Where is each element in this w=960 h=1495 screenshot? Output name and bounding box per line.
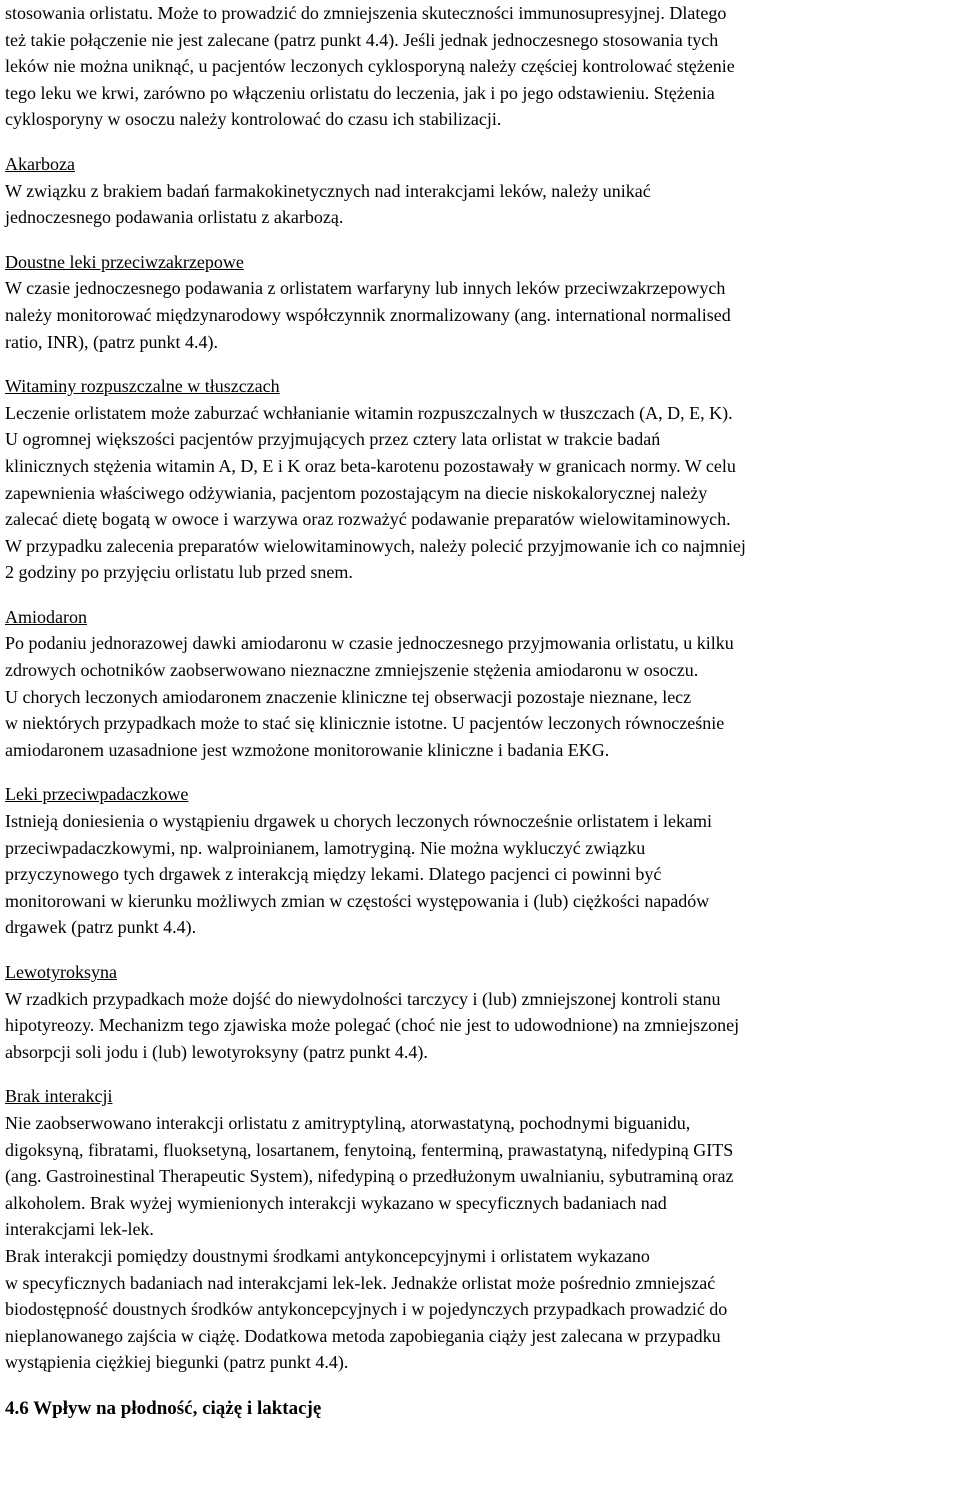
- text-line: należy monitorować międzynarodowy współczynnik znormalizowany (ang. international normalised: [5, 304, 731, 325]
- text-line: U ogromnej większości pacjentów przyjmujących przez cztery lata orlistat w trakcie badań: [5, 429, 661, 450]
- text-line: U chorych leczonych amiodaronem znaczenie kliniczne tej obserwacji pozostaje nieznane, lecz: [5, 686, 692, 707]
- text-line: zapewnienia właściwego odżywiania, pacjentom pozostającym na diecie niskokalorycznej należy: [5, 482, 708, 503]
- section-no-interactions: [5, 1083, 957, 1376]
- text-line: alkoholem. Brak wyżej wymienionych interakcji wykazano w specyficznych badaniach nad: [5, 1192, 667, 1213]
- text-line: leków nie można uniknąć, u pacjentów leczonych cyklosporyną należy częściej kontrolować stężenie: [5, 56, 735, 77]
- text-line: drgawek (patrz punkt 4.4).: [5, 917, 197, 938]
- text-line: Brak interakcji pomiędzy doustnymi środkami antykoncepcyjnymi i orlistatem wykazano: [5, 1245, 650, 1266]
- text-line: hipotyreozy. Mechanizm tego zjawiska może polegać (choć nie jest to udowodnione) na zmniejszonej: [5, 1015, 740, 1036]
- text-line: cyklosporyny w osoczu należy kontrolować do czasu ich stabilizacji.: [5, 109, 502, 130]
- section-fat-soluble-vitamins: [5, 373, 957, 586]
- section-heading: Doustne leki przeciwzakrzepowe: [5, 251, 244, 272]
- section-heading: Akarboza: [5, 153, 75, 174]
- text-line: Istnieją doniesienia o wystąpieniu drgawek u chorych leczonych równocześnie orlistatem i lekami: [5, 811, 712, 832]
- section-heading: Witaminy rozpuszczalne w tłuszczach: [5, 376, 280, 397]
- section-paragraph: [5, 986, 957, 1066]
- section-antiepileptics: [5, 781, 957, 941]
- text-line: ratio, INR), (patrz punkt 4.4).: [5, 331, 218, 352]
- section-paragraph: [5, 808, 957, 941]
- text-line: W przypadku zalecenia preparatów wielowitaminowych, należy polecić przyjmowanie ich co najmniej: [5, 535, 746, 556]
- section-akarboza: [5, 151, 957, 231]
- section-paragraph: [5, 1243, 957, 1376]
- text-line: zdrowych ochotników zaobserwowano nieznaczne zmniejszenie stężenia amiodaronu w osoczu.: [5, 660, 699, 681]
- intro-paragraph: [5, 0, 957, 133]
- text-line: tego leku we krwi, zarówno po włączeniu orlistatu do leczenia, jak i po jego odstawieniu. Stężenia: [5, 82, 715, 103]
- text-line: (ang. Gastroinestinal Therapeutic System), nifedypiną o przedłużonym uwalnianiu, sybutraminą oraz: [5, 1166, 734, 1187]
- text-line: W czasie jednoczesnego podawania z orlistatem warfaryny lub innych leków przeciwzakrzepowych: [5, 278, 726, 299]
- text-line: absorpcji soli jodu i (lub) lewotyroksyny (patrz punkt 4.4).: [5, 1041, 428, 1062]
- text-line: w specyficznych badaniach nad interakcjami lek-lek. Jednakże orlistat może pośrednio zmniejszać: [5, 1272, 716, 1293]
- section-anticoagulants: [5, 249, 957, 355]
- text-line: W związku z brakiem badań farmakokinetycznych nad interakcjami leków, należy unikać: [5, 180, 651, 201]
- text-line: digoksyną, fibratami, fluoksetyną, losartanem, fenytoiną, fenterminą, prawastatyną, nifedypiną GITS: [5, 1139, 734, 1160]
- section-paragraph: [5, 178, 957, 231]
- section-paragraph: [5, 630, 957, 763]
- text-line: 2 godziny po przyjęciu orlistatu lub przed snem.: [5, 562, 353, 583]
- text-line: też takie połączenie nie jest zalecane (patrz punkt 4.4). Jeśli jednak jednoczesnego stosowania tych: [5, 29, 719, 50]
- text-line: amiodaronem uzasadnione jest wzmożone monitorowanie kliniczne i badania EKG.: [5, 739, 610, 760]
- section-heading: Amiodaron: [5, 606, 87, 627]
- document-page: [5, 0, 957, 1423]
- section-amiodaron: [5, 604, 957, 764]
- section-paragraph: [5, 400, 957, 586]
- section-paragraph: [5, 1110, 957, 1243]
- text-line: W rzadkich przypadkach może dojść do niewydolności tarczycy i (lub) zmniejszonej kontroli stanu: [5, 988, 721, 1009]
- text-line: nieplanowanego zajścia w ciążę. Dodatkowa metoda zapobiegania ciąży jest zalecana w przypadku: [5, 1325, 721, 1346]
- text-line: przeciwpadaczkowymi, np. walproinianem, lamotryginą. Nie można wykluczyć związku: [5, 837, 646, 858]
- section-heading: Brak interakcji: [5, 1086, 113, 1107]
- text-line: wystąpienia ciężkiej biegunki (patrz punkt 4.4).: [5, 1352, 349, 1373]
- text-line: zalecać dietę bogatą w owoce i warzywa oraz rozważyć podawanie preparatów wielowitaminowych.: [5, 509, 731, 530]
- text-line: Leczenie orlistatem może zaburzać wchłanianie witamin rozpuszczalnych w tłuszczach (A, D, E, K).: [5, 402, 733, 423]
- section-heading: Lewotyroksyna: [5, 962, 117, 982]
- text-line: Nie zaobserwowano interakcji orlistatu z amitryptyliną, atorwastatyną, pochodnymi biguanidu,: [5, 1112, 691, 1133]
- text-line: stosowania orlistatu. Może to prowadzić do zmniejszenia skuteczności immunosupresyjnej. Dlatego: [5, 3, 727, 23]
- chapter-heading: 4.6 Wpływ na płodność, ciążę i laktację: [5, 1397, 322, 1419]
- section-paragraph: [5, 275, 957, 355]
- section-levothyroxine: [5, 959, 957, 1065]
- text-line: klinicznych stężenia witamin A, D, E i K oraz beta-karotenu pozostawały w granicach normy. W celu: [5, 455, 736, 476]
- section-heading: Leki przeciwpadaczkowe: [5, 784, 189, 805]
- text-line: przyczynowego tych drgawek z interakcją między lekami. Dlatego pacjenci ci powinni być: [5, 864, 662, 885]
- text-line: interakcjami lek-lek.: [5, 1219, 154, 1240]
- text-line: monitorowani w kierunku możliwych zmian w częstości występowania i (lub) ciężkości napadów: [5, 890, 710, 911]
- text-line: w niektórych przypadkach może to stać się klinicznie istotne. U pacjentów leczonych równocześnie: [5, 713, 725, 734]
- text-line: Po podaniu jednorazowej dawki amiodaronu w czasie jednoczesnego przyjmowania orlistatu, u kilku: [5, 633, 734, 654]
- text-line: jednoczesnego podawania orlistatu z akarbozą.: [5, 207, 344, 228]
- text-line: biodostępność doustnych środków antykoncepcyjnych i w pojedynczych przypadkach prowadzić do: [5, 1299, 728, 1320]
